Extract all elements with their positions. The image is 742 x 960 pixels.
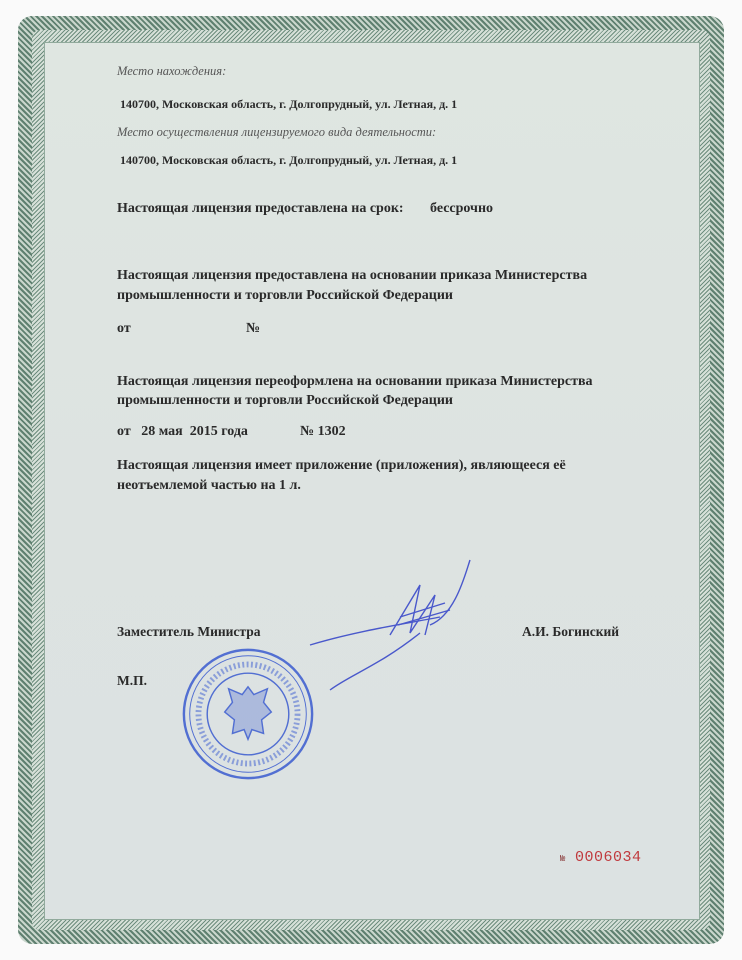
serial-prefix: № <box>560 854 566 864</box>
reissue-date: от 28 мая 2015 года <box>117 424 248 439</box>
grant-from-label: от <box>117 321 131 336</box>
reissue-number: № 1302 <box>300 424 346 439</box>
reissue-basis-line1: Настоящая лицензия переоформлена на основании приказа Министерства <box>117 374 593 389</box>
activity-place-label: Место осуществления лицензируемого вида деятельности: <box>117 125 437 139</box>
location-address: 140700, Московская область, г. Долгопрудный, ул. Летная, д. 1 <box>120 97 458 111</box>
location-label: Место нахождения: <box>117 64 227 78</box>
term-value: бессрочно <box>430 201 494 216</box>
signer-title: Заместитель Министра <box>117 624 261 639</box>
grant-basis-line1: Настоящая лицензия предоставлена на основании приказа Министерства <box>117 268 588 283</box>
form-serial-number <box>560 848 642 866</box>
reissue-basis-line2: промышленности и торговли Российской Федерации <box>117 393 453 408</box>
grant-number-label: № <box>246 321 261 336</box>
signature <box>270 555 490 695</box>
appendix-line2: неотъемлемой частью на 1 л. <box>117 478 301 493</box>
signer-name: А.И. Богинский <box>522 624 620 639</box>
grant-basis-line2: промышленности и торговли Российской Федерации <box>117 288 453 303</box>
activity-place-address: 140700, Московская область, г. Долгопрудный, ул. Летная, д. 1 <box>120 153 458 167</box>
double-headed-eagle-emblem <box>225 687 272 739</box>
serial-value: 0006034 <box>575 849 642 866</box>
term-label: Настоящая лицензия предоставлена на срок: <box>117 201 404 216</box>
seal-place: М.П. <box>117 673 147 688</box>
appendix-line1: Настоящая лицензия имеет приложение (приложения), являющееся её <box>117 458 566 473</box>
